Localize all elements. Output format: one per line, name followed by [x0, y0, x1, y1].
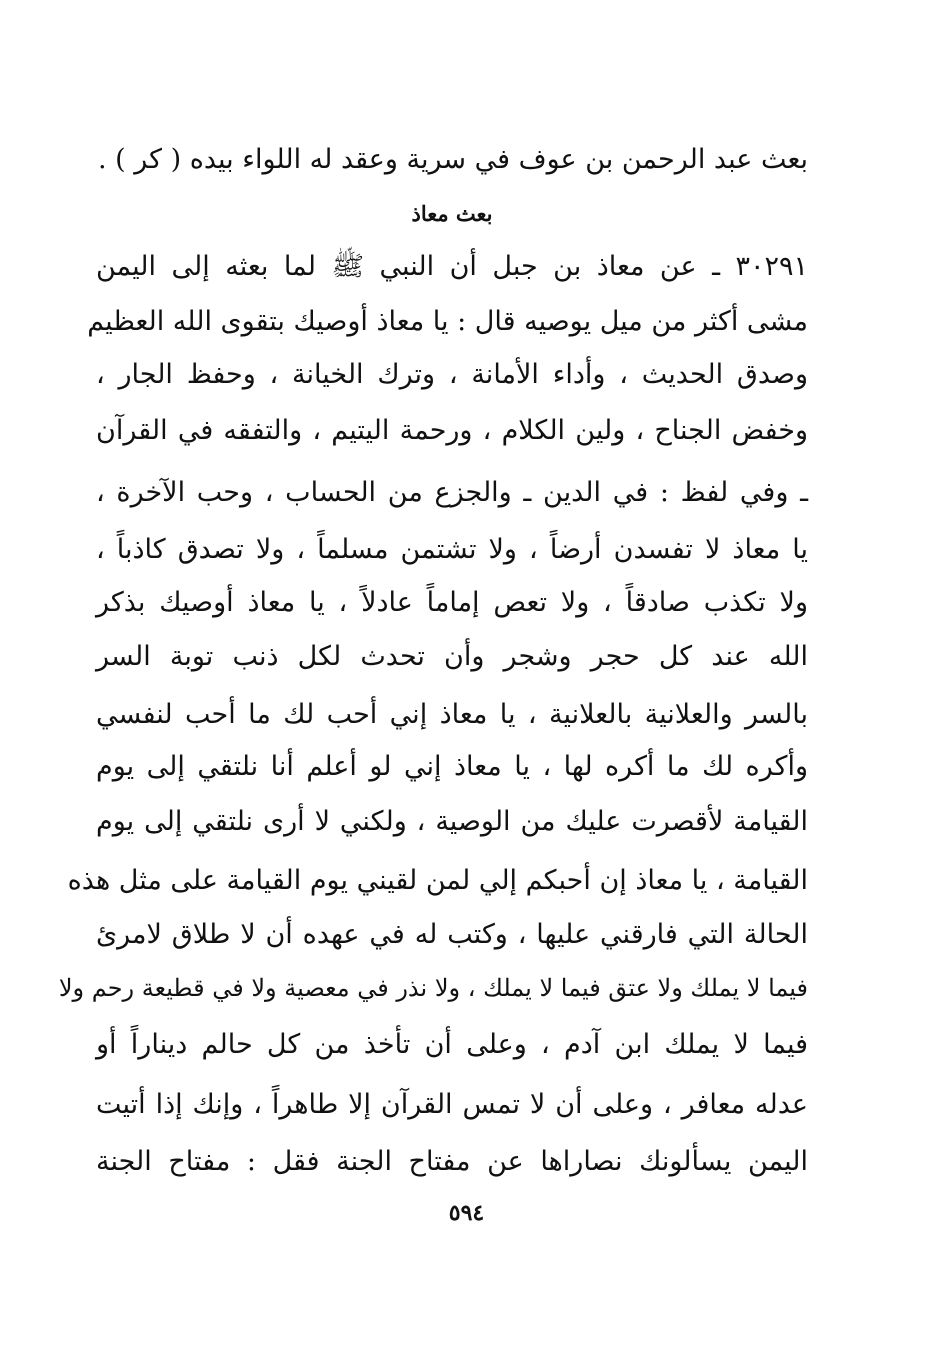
section-heading: بعث معاذ [411, 201, 493, 226]
body-line: فيما لا يملك ابن آدم ، وعلى أن تأخذ من كل حالم ديناراً أو [96, 1029, 808, 1060]
body-line: مشى أكثر من ميل يوصيه قال : يا معاذ أوصيك بتقوى الله العظيم [87, 306, 808, 337]
body-line: وصدق الحديث ، وأداء الأمانة ، وترك الخيانة ، وحفظ الجار ، [96, 359, 808, 390]
body-line: عدله معافر ، وعلى أن لا تمس القرآن إلا طاهراً ، وإنك إذا أتيت [96, 1089, 808, 1120]
body-line: بالسر والعلانية بالعلانية ، يا معاذ إني أحب لك ما أحب لنفسي [96, 699, 808, 730]
body-line: ٣٠٢٩١ ـ عن معاذ بن جبل أن النبي ﷺ لما بعثه إلى اليمن [96, 251, 808, 282]
page-number: ٥٩٤ [448, 1200, 485, 1226]
body-line: القيامة لأقصرت عليك من الوصية ، ولكني لا أرى نلتقي إلى يوم [96, 806, 808, 837]
body-line: الحالة التي فارقني عليها ، وكتب له في عهده أن لا طلاق لامرئ [96, 919, 808, 950]
body-line: يا معاذ لا تفسدن أرضاً ، ولا تشتمن مسلماً ، ولا تصدق كاذباً ، [96, 534, 808, 565]
body-line: القيامة ، يا معاذ إن أحبكم إلي لمن لقيني يوم القيامة على مثل هذه [67, 865, 808, 896]
body-line: ـ وفي لفظ : في الدين ـ والجزع من الحساب ، وحب الآخرة ، [96, 477, 808, 508]
intro-line: بعث عبد الرحمن بن عوف في سرية وعقد له اللواء بيده ( كر ) . [97, 144, 808, 175]
body-line: وخفض الجناح ، ولين الكلام ، ورحمة اليتيم ، والتفقه في القرآن [96, 415, 808, 446]
body-line: ولا تكذب صادقاً ، ولا تعص إماماً عادلاً ، يا معاذ أوصيك بذكر [96, 587, 808, 618]
page-text [58, 0, 808, 1200]
body-line: وأكره لك ما أكره لها ، يا معاذ إني لو أعلم أنا نلتقي إلى يوم [96, 751, 808, 782]
body-line: الله عند كل حجر وشجر وأن تحدث لكل ذنب توبة السر [96, 641, 808, 672]
body-line: اليمن يسألونك نصاراها عن مفتاح الجنة فقل : مفتاح الجنة [96, 1146, 808, 1177]
body-line: فيما لا يملك ولا عتق فيما لا يملك ، ولا نذر في معصية ولا في قطيعة رحم ولا [58, 974, 808, 1002]
